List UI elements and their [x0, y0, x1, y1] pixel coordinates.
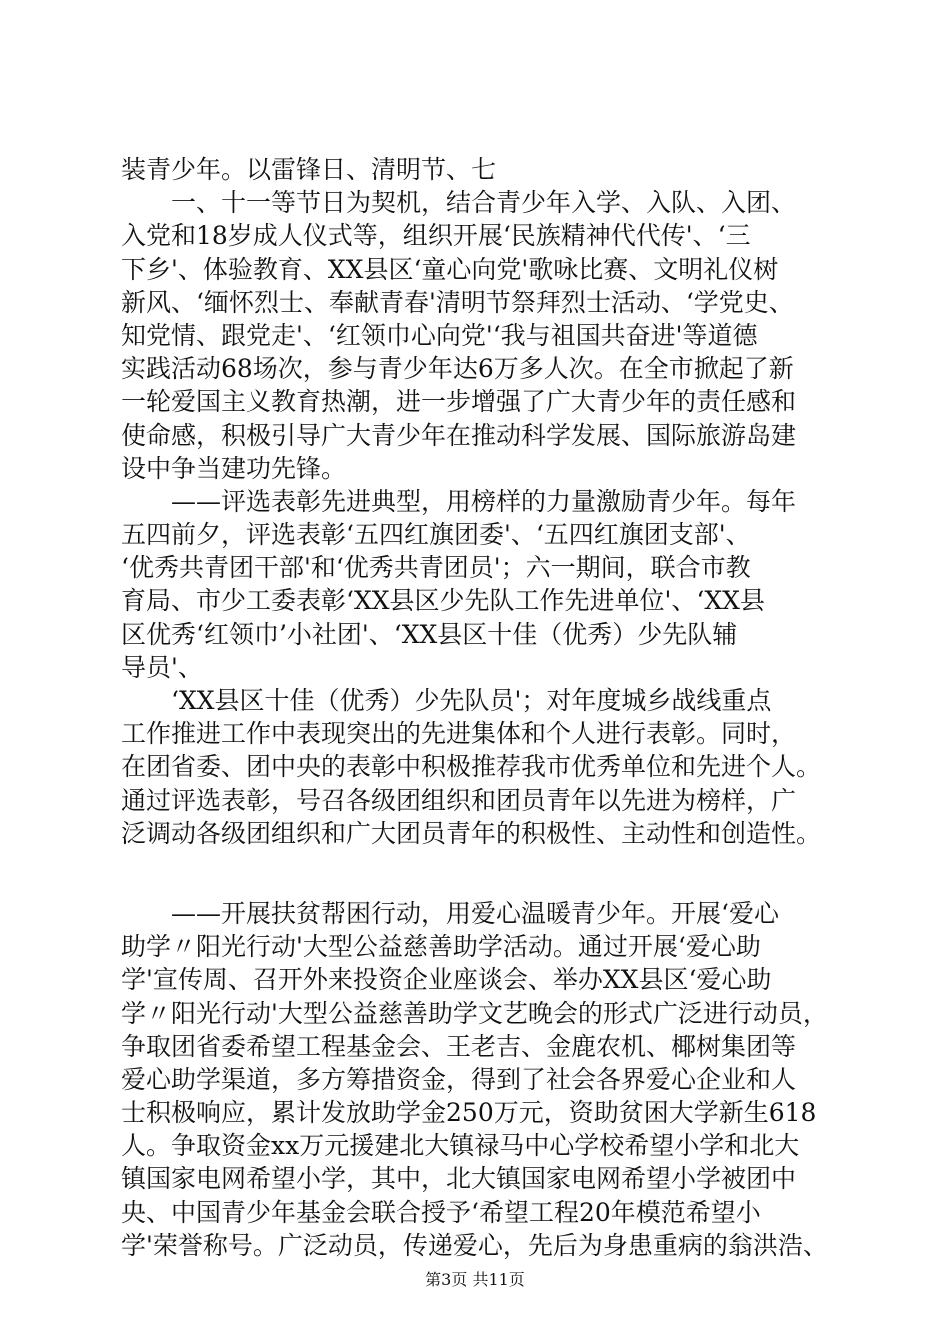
paragraph-gap: [121, 850, 841, 897]
text-line: ——评选表彰先进典型，用榜样的力量激励青少年。每年: [121, 486, 797, 516]
text-line: 下乡'、体验教育、XX县区‘童心向党'歌咏比赛、文明礼仪树: [121, 254, 779, 284]
text-line: 人。争取资金xx万元援建北大镇禄马中心学校希望小学和北大: [121, 1131, 800, 1161]
text-line: 设中争当建功先锋。: [121, 453, 347, 483]
text-line: 新风、‘缅怀烈士、奉献青春'清明节祭拜烈士活动、‘学党史、: [121, 287, 794, 317]
text-line: 学'宣传周、召开外来投资企业座谈会、举办XX县区‘爱心助: [121, 965, 772, 995]
text-line: 五四前夕，评选表彰‘五四红旗团委'、‘五四红旗团支部'、: [121, 520, 751, 550]
text-line: 工作推进工作中表现突出的先进集体和个人进行表彰。同时，: [121, 719, 797, 749]
text-line: 一轮爱国主义教育热潮，进一步增强了广大青少年的责任感和: [121, 387, 797, 417]
text-line: 学〃阳光行动'大型公益慈善助学文艺晚会的形式广泛进行动员，: [121, 998, 828, 1028]
text-line: 爱心助学渠道，多方筹措资金，得到了社会各界爱心企业和人: [121, 1064, 797, 1094]
text-line: ‘优秀共青团干部'和‘优秀共青团员'；六一期间，联合市教: [121, 553, 751, 583]
body-text: [121, 153, 841, 1262]
page-footer: 第3页 共11页: [425, 1270, 525, 1289]
text-line: 使命感，积极引导广大青少年在推动科学发展、国际旅游岛建: [121, 420, 797, 450]
text-line: 一、十一等节日为契机，结合青少年入学、入队、入团、: [121, 188, 797, 218]
text-line: 士积极响应，累计发放助学金250万元，资助贫困大学新生618: [121, 1098, 817, 1128]
text-line: 区优秀‘红领巾’小社团'、‘XX县区十佳（优秀）少先队辅: [121, 619, 738, 649]
text-line: 导员'、: [121, 652, 203, 682]
text-line: 央、中国青少年基金会联合授予‘希望工程20年模范希望小: [121, 1197, 761, 1227]
text-line: ——开展扶贫帮困行动，用爱心温暖青少年。开展‘爱心: [121, 898, 779, 928]
text-line: 实践活动68场次，参与青少年达6万多人次。在全市掀起了新: [121, 354, 794, 384]
text-line: 知党情、跟党走'、‘红领巾心向党'‘我与祖国共奋进'等道德: [121, 320, 758, 350]
text-line: 在团省委、团中央的表彰中积极推荐我市优秀单位和先进个人。: [121, 752, 822, 782]
text-line: 装青少年。以雷锋日、清明节、七: [121, 155, 497, 184]
text-line: 育局、市少工委表彰‘XX县区少先队工作先进单位'、‘XX县: [121, 586, 765, 616]
text-line: 泛调动各级团组织和广大团员青年的积极性、主动性和创造性。: [121, 818, 822, 848]
text-line: 镇国家电网希望小学，其中，北大镇国家电网希望小学被团中: [121, 1164, 797, 1194]
text-line: 助学〃阳光行动'大型公益慈善助学活动。通过开展‘爱心助: [121, 932, 761, 962]
text-line: 争取团省委希望工程基金会、王老吉、金鹿农机、椰树集团等: [121, 1031, 797, 1061]
text-line: 学'荣誉称号。广泛动员，传递爱心，先后为身患重病的翁洪浩、: [121, 1230, 828, 1260]
text-line: 入党和18岁成人仪式等，组织开展‘民族精神代代传'、‘三: [121, 221, 751, 251]
text-line: 通过评选表彰，号召各级团组织和团员青年以先进为榜样，广: [121, 785, 797, 815]
text-line: ‘XX县区十佳（优秀）少先队员'；对年度城乡战线重点: [121, 686, 772, 715]
